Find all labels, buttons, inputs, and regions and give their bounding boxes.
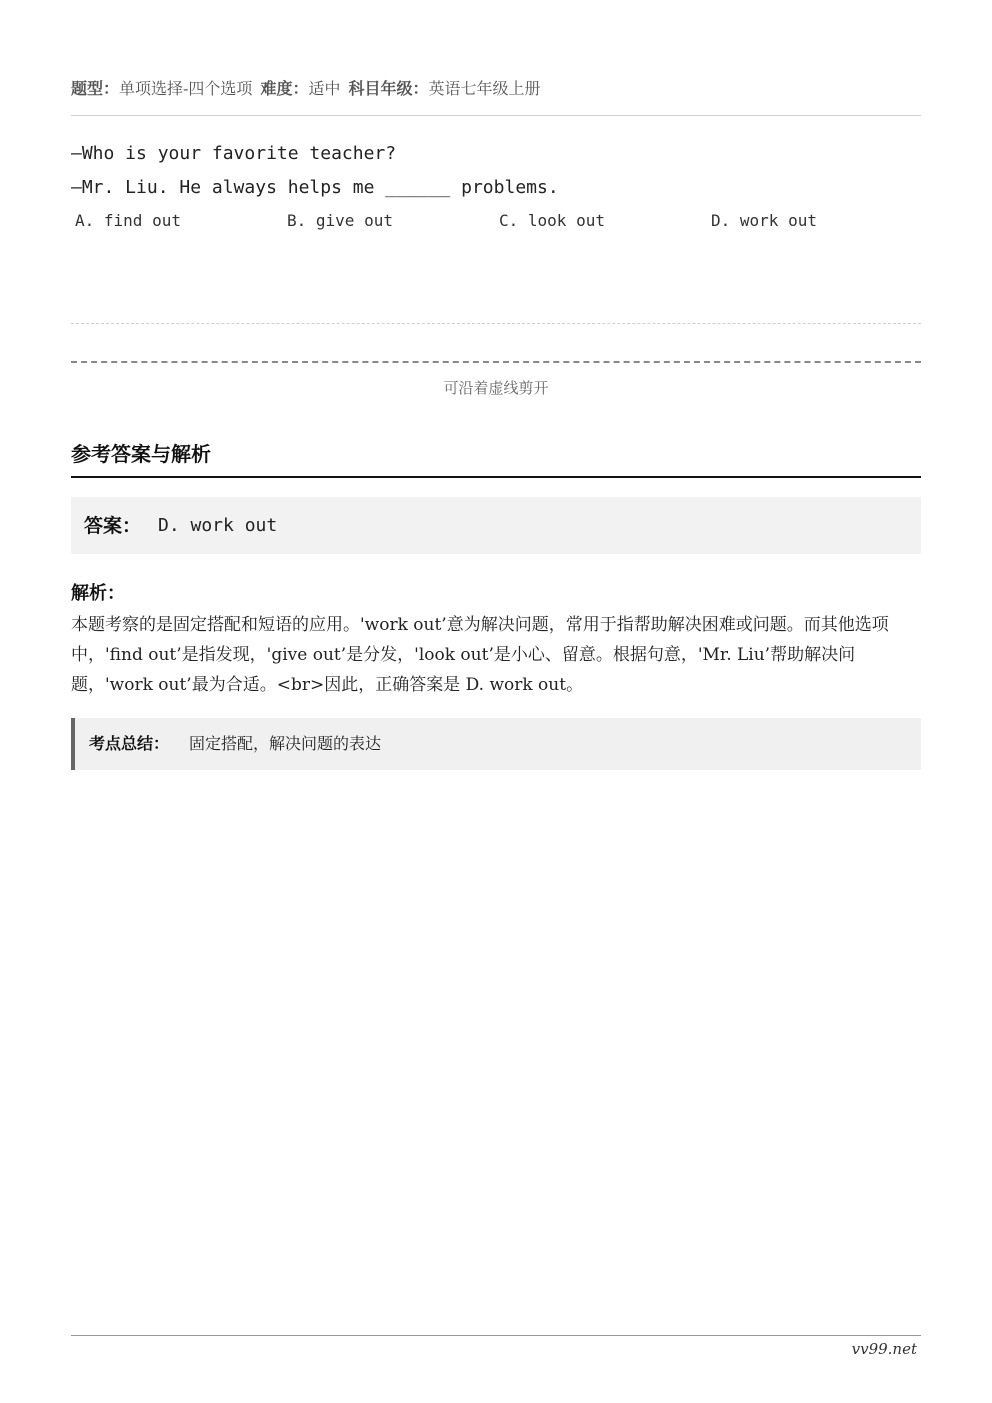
explanation-text: 本题考察的是固定搭配和短语的应用。'work out’意为解决问题，常用于指帮助解决困难或问题。而其他选项中，'find out’是指发现，'give out’是分发，'look out’是小心、留意。根据句意，'Mr. Liu’帮助解决问题，'work out’最为合适。<br>因此，正确答案是 D. work out。 — [71, 615, 889, 695]
summary-value: 固定搭配，解决问题的表达 — [189, 734, 382, 753]
subject-value: 英语七年级上册 — [428, 79, 541, 98]
answer-section-title: 参考答案与解析 — [71, 442, 211, 466]
summary-label: 考点总结： — [89, 734, 170, 753]
option-d: D. work out — [711, 211, 817, 230]
type-label: 题型： — [71, 79, 120, 98]
summary-box — [71, 718, 921, 770]
meta-divider — [71, 115, 921, 116]
footer-site: vv99.net — [851, 1340, 917, 1358]
explanation-label: 解析： — [71, 583, 125, 604]
difficulty-value: 适中 — [308, 79, 341, 98]
option-c: C. look out — [499, 211, 605, 230]
option-a: A. find out — [75, 211, 181, 230]
answer-section-divider — [71, 476, 921, 478]
difficulty-label: 难度： — [260, 79, 309, 98]
question-line-2: —Mr. Liu. He always helps me ______ problems. — [71, 177, 559, 198]
light-dashed-line — [71, 323, 921, 324]
option-b: B. give out — [287, 211, 393, 230]
type-value: 单项选择-四个选项 — [119, 79, 253, 98]
cut-dashed-line — [71, 361, 921, 363]
cut-hint: 可沿着虚线剪开 — [443, 379, 549, 397]
answer-options — [71, 210, 921, 234]
footer-divider — [71, 1335, 921, 1336]
answer-value: D. work out — [158, 515, 278, 536]
answer-label: 答案： — [84, 515, 142, 537]
subject-label: 科目年级： — [348, 79, 429, 98]
worksheet-page — [71, 0, 921, 1403]
answer-box — [71, 497, 921, 554]
question-meta — [71, 78, 921, 100]
question-line-1: —Who is your favorite teacher? — [71, 143, 397, 164]
